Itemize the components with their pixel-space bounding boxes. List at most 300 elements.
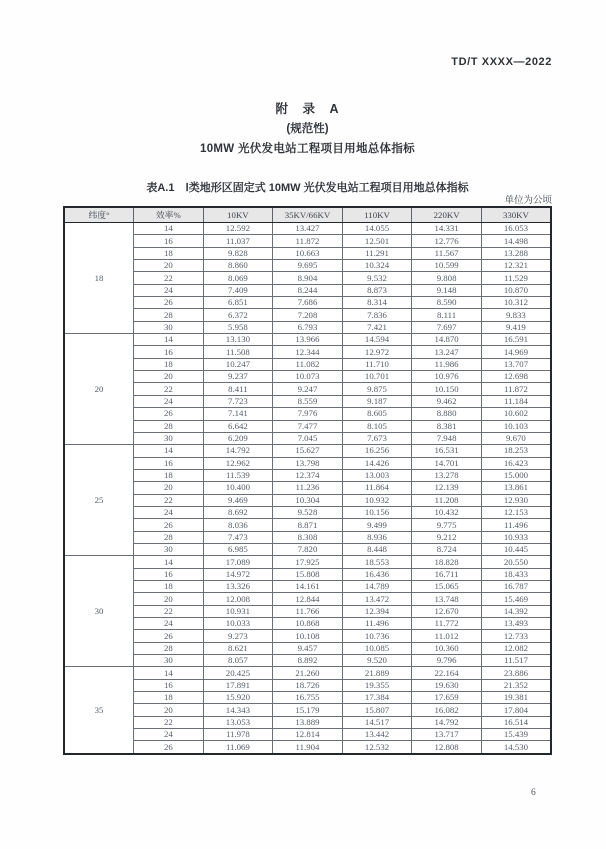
- table-header-cell: 110KV: [342, 207, 412, 223]
- table-row: [64, 482, 551, 494]
- efficiency-cell: 14: [134, 667, 204, 679]
- table-row: [64, 383, 551, 395]
- doc-number: TD/T XXXX—2022: [451, 56, 552, 68]
- table-row: [64, 556, 551, 568]
- value-cell: 10.868: [273, 618, 343, 630]
- value-cell: 12.374: [273, 469, 343, 481]
- value-cell: 14.161: [273, 580, 343, 592]
- value-cell: 10.150: [412, 383, 482, 395]
- value-cell: 5.958: [203, 321, 273, 333]
- value-cell: 8.590: [412, 297, 482, 309]
- value-cell: 6.851: [203, 297, 273, 309]
- table-row: [64, 223, 551, 235]
- value-cell: 13.707: [481, 358, 551, 370]
- efficiency-cell: 30: [134, 655, 204, 667]
- table-row: [64, 358, 551, 370]
- value-cell: 10.932: [342, 494, 412, 506]
- value-cell: 13.493: [481, 618, 551, 630]
- latitude-cell: 25: [64, 445, 134, 556]
- value-cell: 13.247: [412, 346, 482, 358]
- value-cell: 12.844: [273, 593, 343, 605]
- value-cell: 9.520: [342, 655, 412, 667]
- value-cell: 8.605: [342, 408, 412, 420]
- value-cell: 21.352: [481, 679, 551, 691]
- value-cell: 6.985: [203, 543, 273, 555]
- value-cell: 9.187: [342, 395, 412, 407]
- table-row: [64, 346, 551, 358]
- efficiency-cell: 14: [134, 445, 204, 457]
- value-cell: 8.692: [203, 506, 273, 518]
- value-cell: 16.514: [481, 716, 551, 728]
- value-cell: 14.392: [481, 605, 551, 617]
- value-cell: 10.360: [412, 642, 482, 654]
- value-cell: 9.875: [342, 383, 412, 395]
- table-row: [64, 630, 551, 642]
- efficiency-cell: 22: [134, 272, 204, 284]
- table-header-cell: 纬度°: [64, 207, 134, 223]
- efficiency-cell: 30: [134, 543, 204, 555]
- value-cell: 12.972: [342, 346, 412, 358]
- value-cell: 12.153: [481, 506, 551, 518]
- efficiency-cell: 20: [134, 260, 204, 272]
- value-cell: 17.089: [203, 556, 273, 568]
- latitude-cell: 20: [64, 334, 134, 445]
- value-cell: 8.904: [273, 272, 343, 284]
- value-cell: 8.105: [342, 420, 412, 432]
- value-cell: 16.256: [342, 445, 412, 457]
- value-cell: 22.164: [412, 667, 482, 679]
- value-cell: 11.539: [203, 469, 273, 481]
- table-row: [64, 469, 551, 481]
- value-cell: 12.082: [481, 642, 551, 654]
- value-cell: 10.663: [273, 247, 343, 259]
- efficiency-cell: 14: [134, 556, 204, 568]
- table-row: [64, 395, 551, 407]
- value-cell: 11.012: [412, 630, 482, 642]
- table-row: [64, 284, 551, 296]
- efficiency-cell: 22: [134, 494, 204, 506]
- efficiency-cell: 22: [134, 383, 204, 395]
- value-cell: 12.344: [273, 346, 343, 358]
- value-cell: 7.836: [342, 309, 412, 321]
- latitude-cell: 30: [64, 556, 134, 667]
- value-cell: 13.472: [342, 593, 412, 605]
- value-cell: 16.755: [273, 692, 343, 704]
- value-cell: 11.766: [273, 605, 343, 617]
- efficiency-cell: 26: [134, 297, 204, 309]
- efficiency-cell: 24: [134, 506, 204, 518]
- value-cell: 10.870: [481, 284, 551, 296]
- value-cell: 8.448: [342, 543, 412, 555]
- value-cell: 8.411: [203, 383, 273, 395]
- efficiency-cell: 28: [134, 642, 204, 654]
- table-row: [64, 309, 551, 321]
- value-cell: 12.592: [203, 223, 273, 235]
- value-cell: 11.772: [412, 618, 482, 630]
- value-cell: 16.711: [412, 568, 482, 580]
- value-cell: 10.701: [342, 371, 412, 383]
- table-row: [64, 716, 551, 728]
- table-caption: 表A.1 Ⅰ类地形区固定式 10MW 光伏发电站工程项目用地总体指标: [146, 182, 469, 194]
- value-cell: 9.273: [203, 630, 273, 642]
- value-cell: 14.792: [203, 445, 273, 457]
- table-row: [64, 432, 551, 444]
- value-cell: 8.860: [203, 260, 273, 272]
- value-cell: 7.045: [273, 432, 343, 444]
- appendix-kind: (规范性): [286, 123, 329, 135]
- efficiency-cell: 28: [134, 309, 204, 321]
- value-cell: 9.670: [481, 432, 551, 444]
- value-cell: 17.384: [342, 692, 412, 704]
- efficiency-cell: 20: [134, 704, 204, 716]
- table-row: [64, 334, 551, 346]
- value-cell: 12.008: [203, 593, 273, 605]
- value-cell: 10.599: [412, 260, 482, 272]
- value-cell: 12.808: [412, 741, 482, 754]
- value-cell: 20.550: [481, 556, 551, 568]
- efficiency-cell: 14: [134, 334, 204, 346]
- efficiency-cell: 16: [134, 679, 204, 691]
- table-row: [64, 506, 551, 518]
- value-cell: 17.925: [273, 556, 343, 568]
- table-row: [64, 642, 551, 654]
- efficiency-cell: 16: [134, 346, 204, 358]
- table-header-cell: 10KV: [203, 207, 273, 223]
- latitude-cell: 35: [64, 667, 134, 754]
- efficiency-cell: 22: [134, 716, 204, 728]
- value-cell: 13.053: [203, 716, 273, 728]
- value-cell: 19.630: [412, 679, 482, 691]
- value-cell: 9.247: [273, 383, 343, 395]
- value-cell: 10.445: [481, 543, 551, 555]
- value-cell: 8.880: [412, 408, 482, 420]
- value-cell: 11.184: [481, 395, 551, 407]
- value-cell: 13.966: [273, 334, 343, 346]
- value-cell: 10.033: [203, 618, 273, 630]
- table-row: [64, 420, 551, 432]
- value-cell: 8.871: [273, 519, 343, 531]
- value-cell: 18.828: [412, 556, 482, 568]
- table-row: [64, 605, 551, 617]
- value-cell: 10.073: [273, 371, 343, 383]
- table-row: [64, 655, 551, 667]
- efficiency-cell: 30: [134, 321, 204, 333]
- value-cell: 13.130: [203, 334, 273, 346]
- value-cell: 12.321: [481, 260, 551, 272]
- value-cell: 18.253: [481, 445, 551, 457]
- value-cell: 13.889: [273, 716, 343, 728]
- value-cell: 14.870: [412, 334, 482, 346]
- value-cell: 14.972: [203, 568, 273, 580]
- value-cell: 9.469: [203, 494, 273, 506]
- value-cell: 6.793: [273, 321, 343, 333]
- value-cell: 8.559: [273, 395, 343, 407]
- value-cell: 9.695: [273, 260, 343, 272]
- table-row: [64, 445, 551, 457]
- value-cell: 9.237: [203, 371, 273, 383]
- table-row: [64, 679, 551, 691]
- table-row: [64, 568, 551, 580]
- value-cell: 14.969: [481, 346, 551, 358]
- value-cell: 14.343: [203, 704, 273, 716]
- value-cell: 14.701: [412, 457, 482, 469]
- value-cell: 17.891: [203, 679, 273, 691]
- value-cell: 11.069: [203, 741, 273, 754]
- efficiency-cell: 14: [134, 223, 204, 235]
- table-row: [64, 667, 551, 679]
- value-cell: 10.931: [203, 605, 273, 617]
- value-cell: 12.962: [203, 457, 273, 469]
- page-number: 6: [531, 788, 536, 798]
- value-cell: 19.381: [481, 692, 551, 704]
- table-row: [64, 519, 551, 531]
- value-cell: 9.148: [412, 284, 482, 296]
- value-cell: 10.156: [342, 506, 412, 518]
- table-header-row: [64, 207, 551, 223]
- table-header-cell: 220KV: [412, 207, 482, 223]
- table-row: [64, 543, 551, 555]
- value-cell: 13.326: [203, 580, 273, 592]
- value-cell: 9.796: [412, 655, 482, 667]
- value-cell: 11.529: [481, 272, 551, 284]
- table-row: [64, 297, 551, 309]
- value-cell: 13.427: [273, 223, 343, 235]
- value-cell: 8.892: [273, 655, 343, 667]
- value-cell: 18.553: [342, 556, 412, 568]
- value-cell: 17.659: [412, 692, 482, 704]
- value-cell: 18.726: [273, 679, 343, 691]
- value-cell: 11.904: [273, 741, 343, 754]
- value-cell: 9.419: [481, 321, 551, 333]
- efficiency-cell: 18: [134, 358, 204, 370]
- value-cell: 12.814: [273, 729, 343, 741]
- appendix-title: 附 录 A: [275, 102, 340, 116]
- value-cell: 9.457: [273, 642, 343, 654]
- table-row: [64, 247, 551, 259]
- value-cell: 10.108: [273, 630, 343, 642]
- value-cell: 15.627: [273, 445, 343, 457]
- value-cell: 12.139: [412, 482, 482, 494]
- value-cell: 9.212: [412, 531, 482, 543]
- value-cell: 8.873: [342, 284, 412, 296]
- efficiency-cell: 22: [134, 605, 204, 617]
- efficiency-cell: 16: [134, 568, 204, 580]
- value-cell: 14.331: [412, 223, 482, 235]
- value-cell: 11.236: [273, 482, 343, 494]
- value-cell: 6.642: [203, 420, 273, 432]
- value-cell: 10.324: [342, 260, 412, 272]
- value-cell: 14.792: [412, 716, 482, 728]
- value-cell: 9.528: [273, 506, 343, 518]
- value-cell: 7.141: [203, 408, 273, 420]
- value-cell: 16.436: [342, 568, 412, 580]
- value-cell: 9.833: [481, 309, 551, 321]
- value-cell: 11.986: [412, 358, 482, 370]
- efficiency-cell: 28: [134, 420, 204, 432]
- unit-note: 单位为公顷: [504, 196, 552, 206]
- value-cell: 9.499: [342, 519, 412, 531]
- value-cell: 15.807: [342, 704, 412, 716]
- table-row: [64, 692, 551, 704]
- efficiency-cell: 18: [134, 469, 204, 481]
- value-cell: 13.798: [273, 457, 343, 469]
- value-cell: 12.670: [412, 605, 482, 617]
- value-cell: 7.697: [412, 321, 482, 333]
- value-cell: 10.602: [481, 408, 551, 420]
- value-cell: 13.278: [412, 469, 482, 481]
- value-cell: 16.531: [412, 445, 482, 457]
- efficiency-cell: 28: [134, 531, 204, 543]
- value-cell: 7.686: [273, 297, 343, 309]
- table-header-cell: 35KV/66KV: [273, 207, 343, 223]
- efficiency-cell: 24: [134, 395, 204, 407]
- value-cell: 11.517: [481, 655, 551, 667]
- value-cell: 12.930: [481, 494, 551, 506]
- value-cell: 10.933: [481, 531, 551, 543]
- value-cell: 11.710: [342, 358, 412, 370]
- value-cell: 11.872: [273, 235, 343, 247]
- efficiency-cell: 20: [134, 482, 204, 494]
- table-row: [64, 235, 551, 247]
- value-cell: 7.208: [273, 309, 343, 321]
- efficiency-cell: 24: [134, 729, 204, 741]
- value-cell: 21.260: [273, 667, 343, 679]
- value-cell: 13.288: [481, 247, 551, 259]
- table-row: [64, 371, 551, 383]
- table-row: [64, 494, 551, 506]
- value-cell: 7.477: [273, 420, 343, 432]
- value-cell: 8.308: [273, 531, 343, 543]
- efficiency-cell: 16: [134, 457, 204, 469]
- value-cell: 8.314: [342, 297, 412, 309]
- value-cell: 8.057: [203, 655, 273, 667]
- table-row: [64, 321, 551, 333]
- table-row: [64, 580, 551, 592]
- value-cell: 11.082: [273, 358, 343, 370]
- table-row: [64, 741, 551, 754]
- latitude-cell: 18: [64, 223, 134, 334]
- value-cell: 10.085: [342, 642, 412, 654]
- value-cell: 15.469: [481, 593, 551, 605]
- value-cell: 8.621: [203, 642, 273, 654]
- value-cell: 16.053: [481, 223, 551, 235]
- efficiency-cell: 30: [134, 432, 204, 444]
- value-cell: 9.532: [342, 272, 412, 284]
- value-cell: 7.473: [203, 531, 273, 543]
- value-cell: 15.439: [481, 729, 551, 741]
- value-cell: 8.724: [412, 543, 482, 555]
- value-cell: 12.698: [481, 371, 551, 383]
- value-cell: 17.804: [481, 704, 551, 716]
- value-cell: 14.426: [342, 457, 412, 469]
- value-cell: 6.209: [203, 432, 273, 444]
- value-cell: 10.312: [481, 297, 551, 309]
- value-cell: 9.828: [203, 247, 273, 259]
- value-cell: 21.889: [342, 667, 412, 679]
- table-row: [64, 457, 551, 469]
- efficiency-cell: 26: [134, 408, 204, 420]
- value-cell: 9.808: [412, 272, 482, 284]
- value-cell: 10.736: [342, 630, 412, 642]
- value-cell: 16.787: [481, 580, 551, 592]
- value-cell: 7.948: [412, 432, 482, 444]
- value-cell: 15.808: [273, 568, 343, 580]
- value-cell: 12.776: [412, 235, 482, 247]
- value-cell: 11.208: [412, 494, 482, 506]
- efficiency-cell: 18: [134, 692, 204, 704]
- value-cell: 11.864: [342, 482, 412, 494]
- value-cell: 9.775: [412, 519, 482, 531]
- table-row: [64, 618, 551, 630]
- value-cell: 10.247: [203, 358, 273, 370]
- value-cell: 6.372: [203, 309, 273, 321]
- value-cell: 8.936: [342, 531, 412, 543]
- table-row: [64, 408, 551, 420]
- value-cell: 14.789: [342, 580, 412, 592]
- value-cell: 8.381: [412, 420, 482, 432]
- value-cell: 8.036: [203, 519, 273, 531]
- efficiency-cell: 26: [134, 630, 204, 642]
- efficiency-cell: 20: [134, 593, 204, 605]
- table-row: [64, 272, 551, 284]
- value-cell: 20.425: [203, 667, 273, 679]
- efficiency-cell: 16: [134, 235, 204, 247]
- efficiency-cell: 26: [134, 741, 204, 754]
- value-cell: 10.103: [481, 420, 551, 432]
- value-cell: 10.432: [412, 506, 482, 518]
- value-cell: 14.055: [342, 223, 412, 235]
- value-cell: 7.820: [273, 543, 343, 555]
- value-cell: 10.304: [273, 494, 343, 506]
- value-cell: 14.594: [342, 334, 412, 346]
- value-cell: 14.530: [481, 741, 551, 754]
- value-cell: 11.978: [203, 729, 273, 741]
- value-cell: 15.179: [273, 704, 343, 716]
- value-cell: 13.861: [481, 482, 551, 494]
- value-cell: 8.244: [273, 284, 343, 296]
- efficiency-cell: 20: [134, 371, 204, 383]
- value-cell: 15.000: [481, 469, 551, 481]
- value-cell: 11.567: [412, 247, 482, 259]
- efficiency-cell: 18: [134, 247, 204, 259]
- table-row: [64, 260, 551, 272]
- value-cell: 13.442: [342, 729, 412, 741]
- value-cell: 11.508: [203, 346, 273, 358]
- table-body: [64, 223, 551, 754]
- value-cell: 11.291: [342, 247, 412, 259]
- table-row: [64, 531, 551, 543]
- value-cell: 11.496: [481, 519, 551, 531]
- value-cell: 12.501: [342, 235, 412, 247]
- value-cell: 16.082: [412, 704, 482, 716]
- value-cell: 18.433: [481, 568, 551, 580]
- value-cell: 13.717: [412, 729, 482, 741]
- table-header-cell: 效率%: [134, 207, 204, 223]
- value-cell: 9.462: [412, 395, 482, 407]
- value-cell: 14.517: [342, 716, 412, 728]
- efficiency-cell: 24: [134, 618, 204, 630]
- value-cell: 7.421: [342, 321, 412, 333]
- table-header-cell: 330KV: [481, 207, 551, 223]
- value-cell: 10.976: [412, 371, 482, 383]
- data-table: [63, 206, 552, 755]
- value-cell: 12.532: [342, 741, 412, 754]
- value-cell: 7.673: [342, 432, 412, 444]
- value-cell: 13.003: [342, 469, 412, 481]
- table-row: [64, 729, 551, 741]
- value-cell: 10.400: [203, 482, 273, 494]
- appendix-header: [63, 99, 552, 156]
